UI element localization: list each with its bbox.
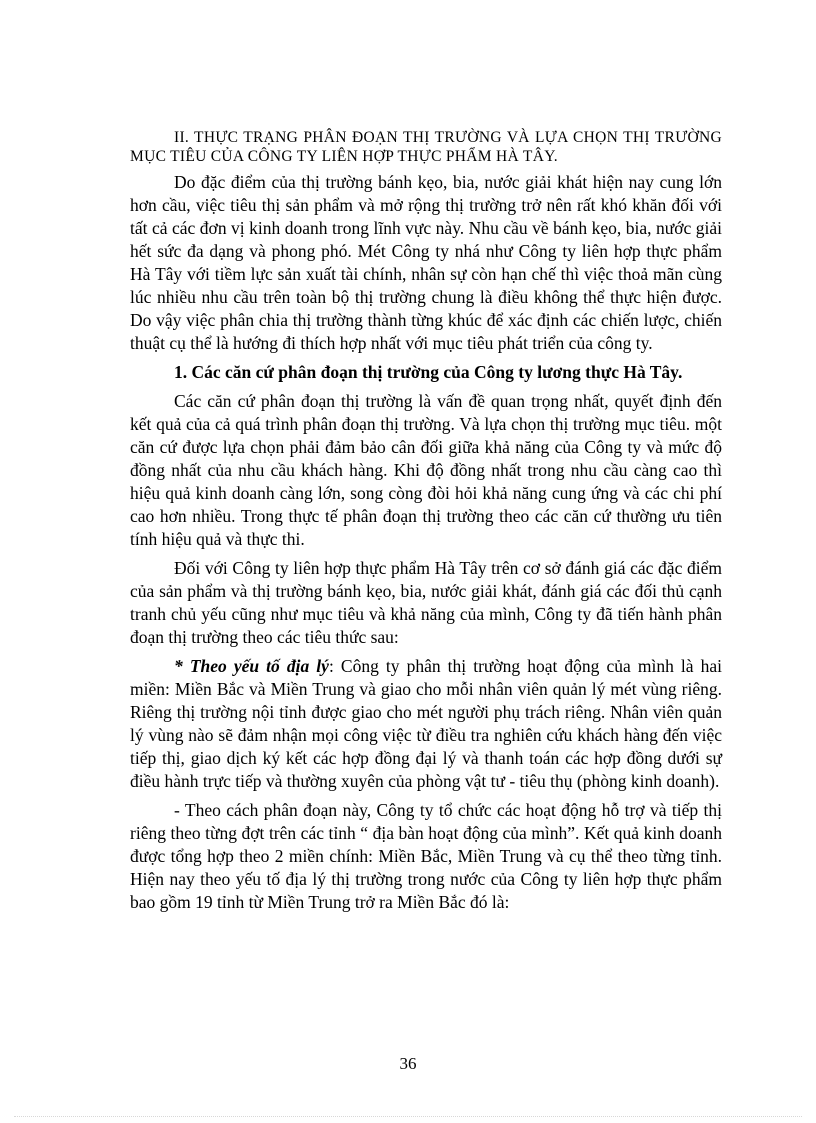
page-number: 36 bbox=[399, 1054, 417, 1073]
section-heading: II. THỰC TRẠNG PHÂN ĐOẠN THỊ TRƯỜNG VÀ LỰA CHỌN THỊ TRƯỜNG MỤC TIÊU CỦA CÔNG TY LIÊN HỢP THỰC PHẨM HÀ TÂY. bbox=[130, 129, 722, 165]
document-page bbox=[130, 128, 722, 920]
paragraph-market-context: Do đặc điểm của thị trường bánh kẹo, bia, nước giải khát hiện nay cung lớn hơn cầu, việc tiêu thị sản phẩm và mở rộng thị trường trở nên rất khó khăn đối với tất cả các đơn vị kinh doanh trong lĩnh vực này. Nhu cầu về bánh kẹo, bia, nước giải hết sức đa dạng và phong phó. Mét Công ty nhá như Công ty liên hợp thực phẩm Hà Tây với tiềm lực sản xuất tài chính, nhân sự còn hạn chế thì việc thoả mãn cùng lúc nhiều nhu cầu trên toàn bộ thị trường chung là điều không thể thực hiện được. Do vậy việc phân chia thị trường thành từng khúc để xác định các chiến lược, chiến thuật cụ thể là hướng đi thích hợp nhất với mục tiêu phát triển của công ty. bbox=[130, 172, 722, 353]
geographic-criteria-text: : Công ty phân thị trường hoạt động của mình là hai miền: Miền Bắc và Miền Trung và giao cho mỗi nhân viên quản lý mét vùng riêng. Riêng thị trường nội tỉnh được giao cho mét người phụ trách riêng. Nhân viên quản lý vùng nào sẽ đảm nhận mọi công việc từ điều tra nghiên cứu khách hàng đến việc tiếp thị, giao dịch ký kết các hợp đồng đại lý và thanh toán các hợp đồng dưới sự điều hành trực tiếp và thường xuyên của phòng vật tư - tiêu thụ (phòng kinh doanh). bbox=[130, 656, 723, 791]
page-bottom-divider bbox=[14, 1116, 802, 1117]
subsection-heading: 1. Các căn cứ phân đoạn thị trường của Công ty lương thực Hà Tây. bbox=[174, 362, 683, 382]
paragraph-geographic-criteria bbox=[130, 655, 722, 793]
paragraph-segmentation-basis: Các căn cứ phân đoạn thị trường là vấn đề quan trọng nhất, quyết định đến kết quả của cả quá trình phân đoạn thị trường. Và lựa chọn thị trường mục tiêu. một căn cứ được lựa chọn phải đảm bảo cân đối giữa khả năng của Công ty và mức độ đồng nhất của nhu cầu khách hàng. Khi độ đồng nhất trong nhu cầu càng cao thì hiệu quả kinh doanh càng lớn, song còng đòi hỏi khả năng cung ứng và các chi phí cao hơn nhiều. Trong thực tế phân đoạn thị trường theo các căn cứ thường ưu tiên tính hiệu quả và thực thi. bbox=[130, 391, 722, 549]
geographic-criteria-label: * Theo yếu tố địa lý bbox=[174, 656, 329, 676]
paragraph-regional-results: - Theo cách phân đoạn này, Công ty tổ chức các hoạt động hỗ trợ và tiếp thị riêng theo từng đợt trên các tỉnh “ địa bàn hoạt động của mình”. Kết quả kinh doanh được tổng hợp theo 2 miền chính: Miền Bắc, Miền Trung và cụ thể theo từng tỉnh. Hiện nay theo yếu tố địa lý thị trường trong nước của Công ty liên hợp thực phẩm bao gồm 19 tỉnh từ Miền Trung trở ra Miền Bắc đó là: bbox=[130, 800, 722, 912]
paragraph-company-approach: Đối với Công ty liên hợp thực phẩm Hà Tây trên cơ sở đánh giá các đặc điểm của sản phẩm và thị trường bánh kẹo, bia, nước giải khát, đánh giá các đối thủ cạnh tranh chủ yếu cũng như mục tiêu và khả năng của mình, Công ty đã tiến hành phân đoạn thị trường theo các tiêu thức sau: bbox=[130, 558, 722, 647]
